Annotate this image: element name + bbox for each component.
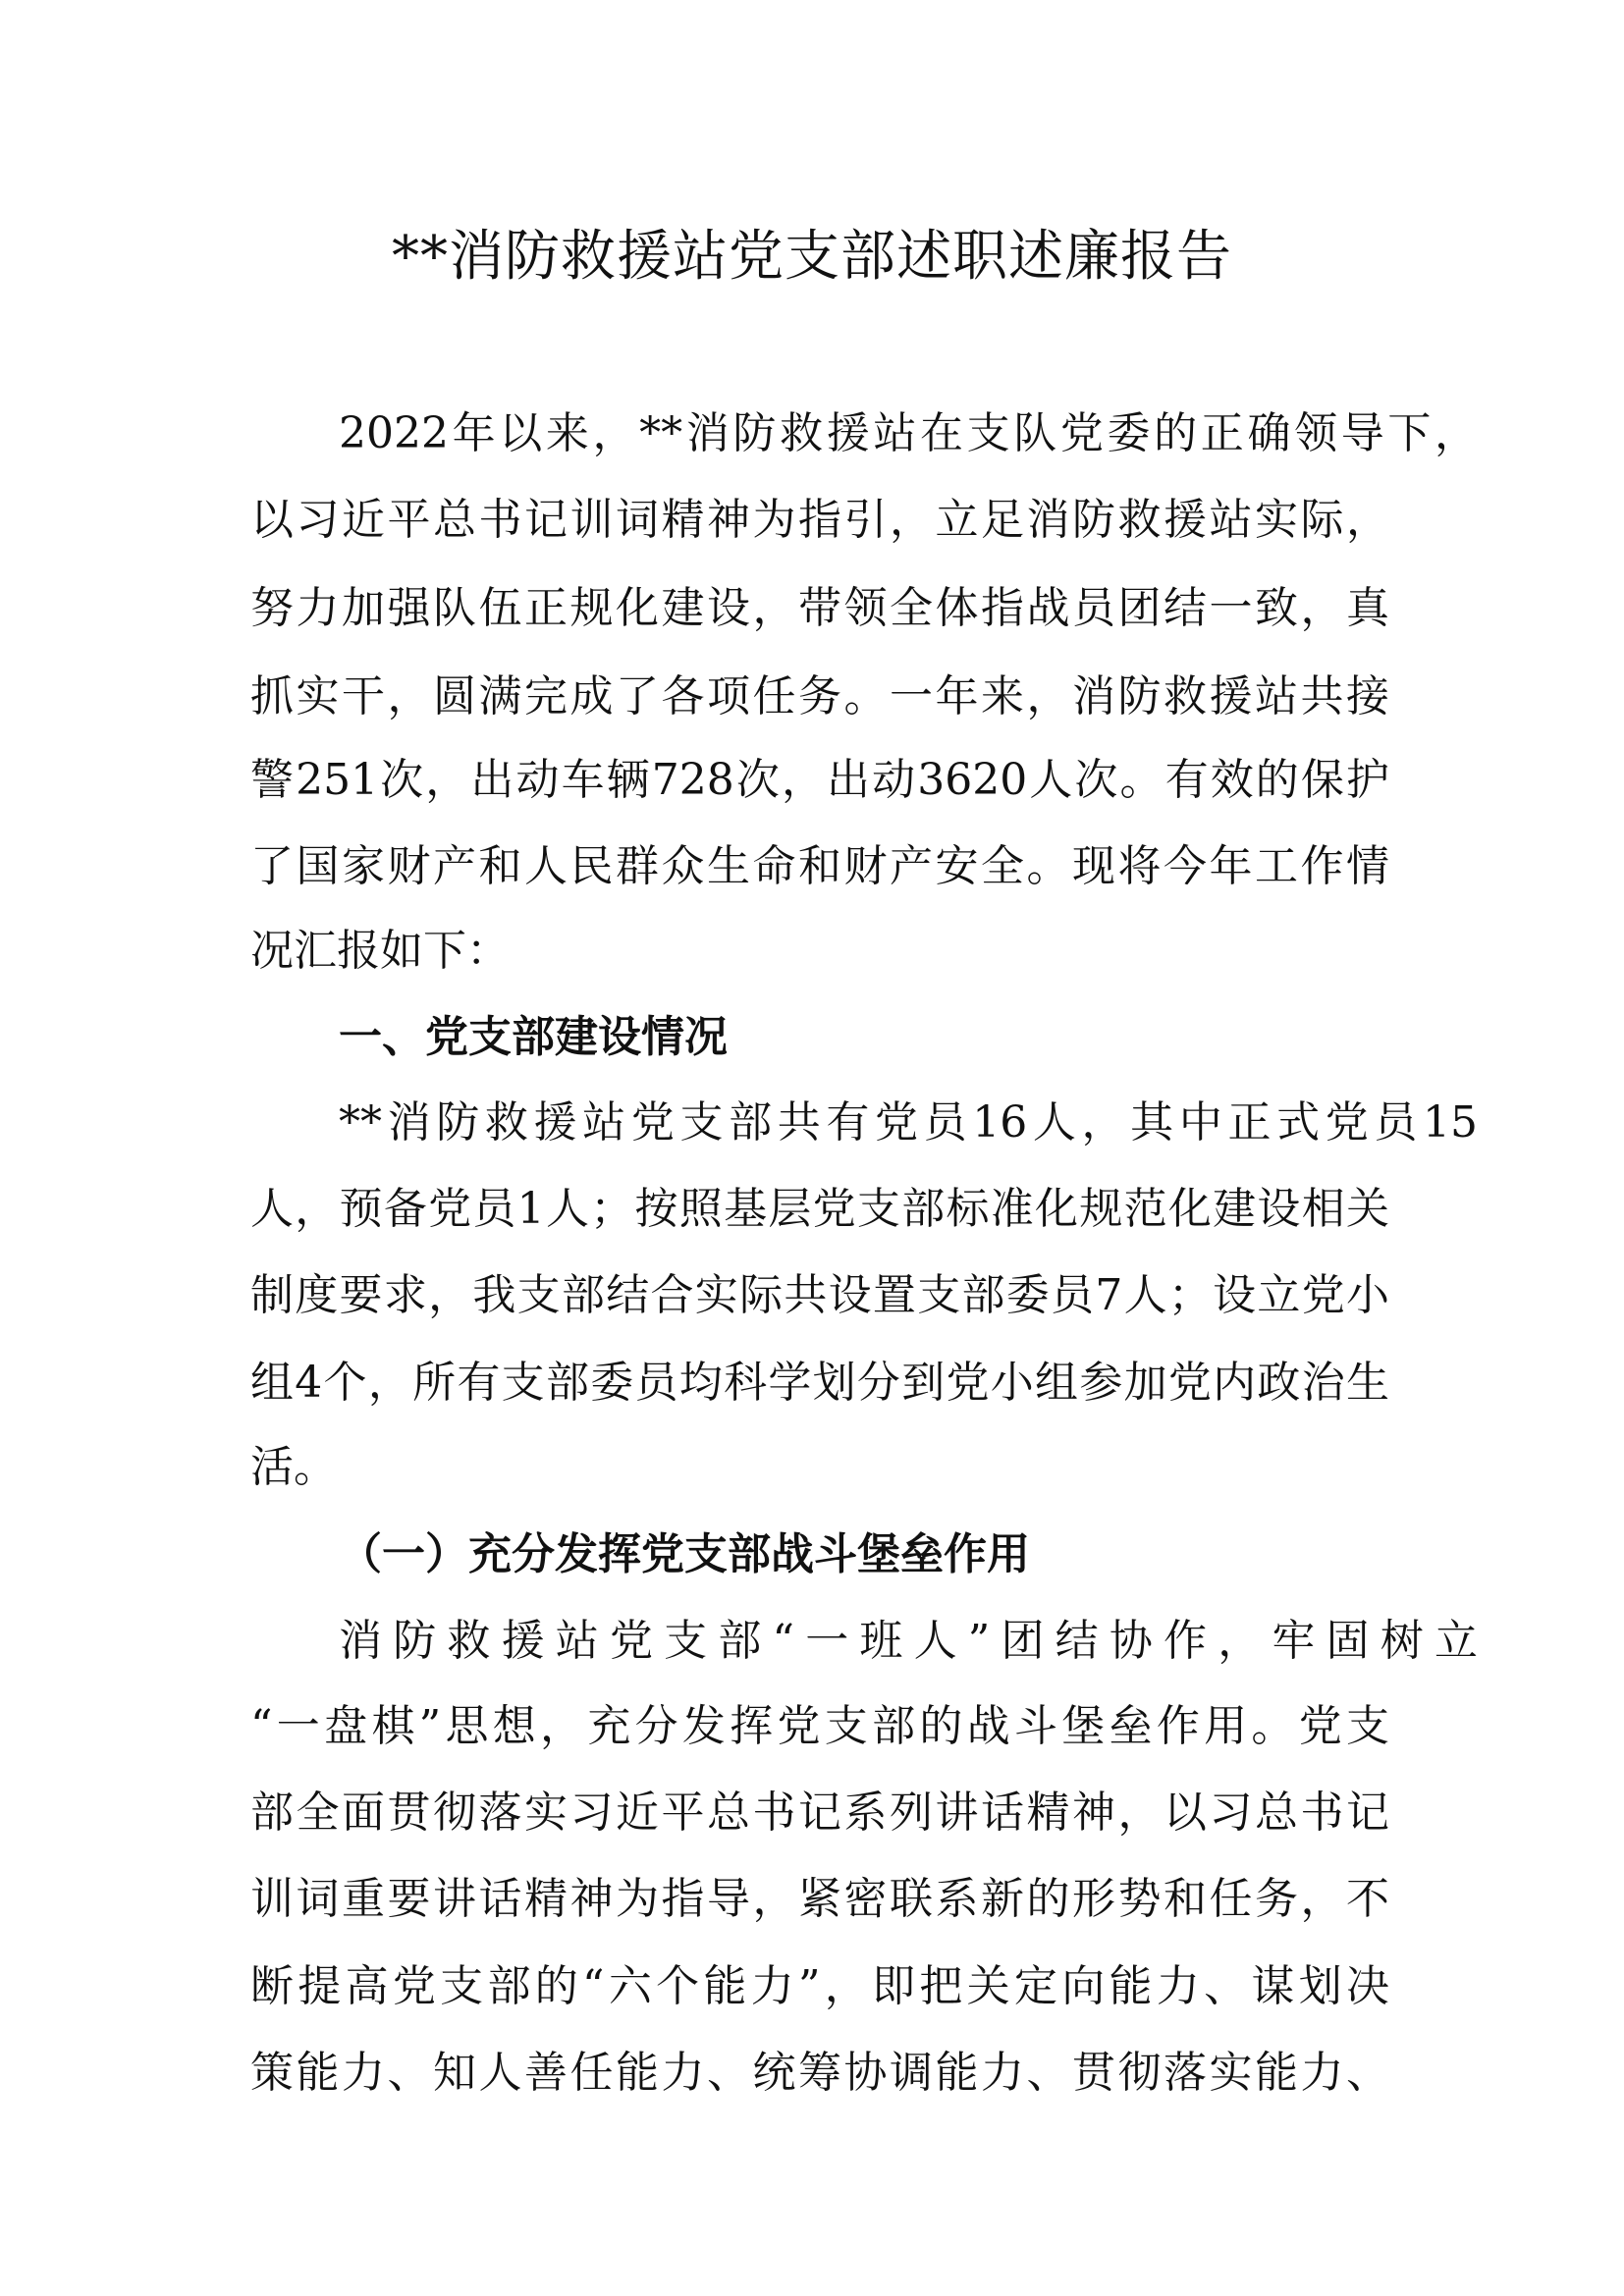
- subsection1-line-6: 策能力、知人善任能力、统筹协调能力、贯彻落实能力、: [250, 2048, 1389, 2098]
- subsection1-line-4: 训词重要讲话精神为指导，紧密联系新的形势和任务，不: [250, 1874, 1389, 1924]
- subsection1-line-1: 消防救援站党支部“一班人”团结协作，牢固树立: [339, 1616, 1478, 1666]
- section-heading-1: 一、党支部建设情况: [339, 1012, 728, 1062]
- section1-line-1: **消防救援站党支部共有党员16人，其中正式党员15: [339, 1097, 1478, 1148]
- subsection-heading-1: （一）充分发挥党支部战斗堡垒作用: [339, 1529, 1030, 1579]
- subsection1-line-2: “一盘棋”思想，充分发挥党支部的战斗堡垒作用。党支: [250, 1701, 1389, 1751]
- section1-line-4: 组4个，所有支部委员均科学划分到党小组参加党内政治生: [250, 1358, 1389, 1408]
- intro-line-6: 了国家财产和人民群众生命和财产安全。现将今年工作情: [250, 841, 1389, 891]
- intro-line-7: 况汇报如下：: [250, 926, 510, 976]
- subsection1-line-3: 部全面贯彻落实习近平总书记系列讲话精神，以习总书记: [250, 1788, 1389, 1838]
- document-title: **消防救援站党支部述职述廉报告: [392, 225, 1232, 289]
- subsection1-line-5: 断提高党支部的“六个能力”，即把关定向能力、谋划决: [250, 1961, 1389, 2011]
- section1-line-5: 活。: [250, 1442, 337, 1492]
- intro-line-2: 以习近平总书记训词精神为指引，立足消防救援站实际，: [250, 495, 1389, 545]
- section1-line-2: 人，预备党员1人；按照基层党支部标准化规范化建设相关: [250, 1184, 1389, 1234]
- intro-line-3: 努力加强队伍正规化建设，带领全体指战员团结一致，真: [250, 583, 1389, 633]
- intro-line-5: 警251次，出动车辆728次，出动3620人次。有效的保护: [250, 755, 1389, 805]
- intro-line-1: 2022年以来，**消防救援站在支队党委的正确领导下，: [339, 408, 1478, 458]
- section1-line-3: 制度要求，我支部结合实际共设置支部委员7人；设立党小: [250, 1270, 1389, 1320]
- intro-line-4: 抓实干，圆满完成了各项任务。一年来，消防救援站共接: [250, 671, 1389, 721]
